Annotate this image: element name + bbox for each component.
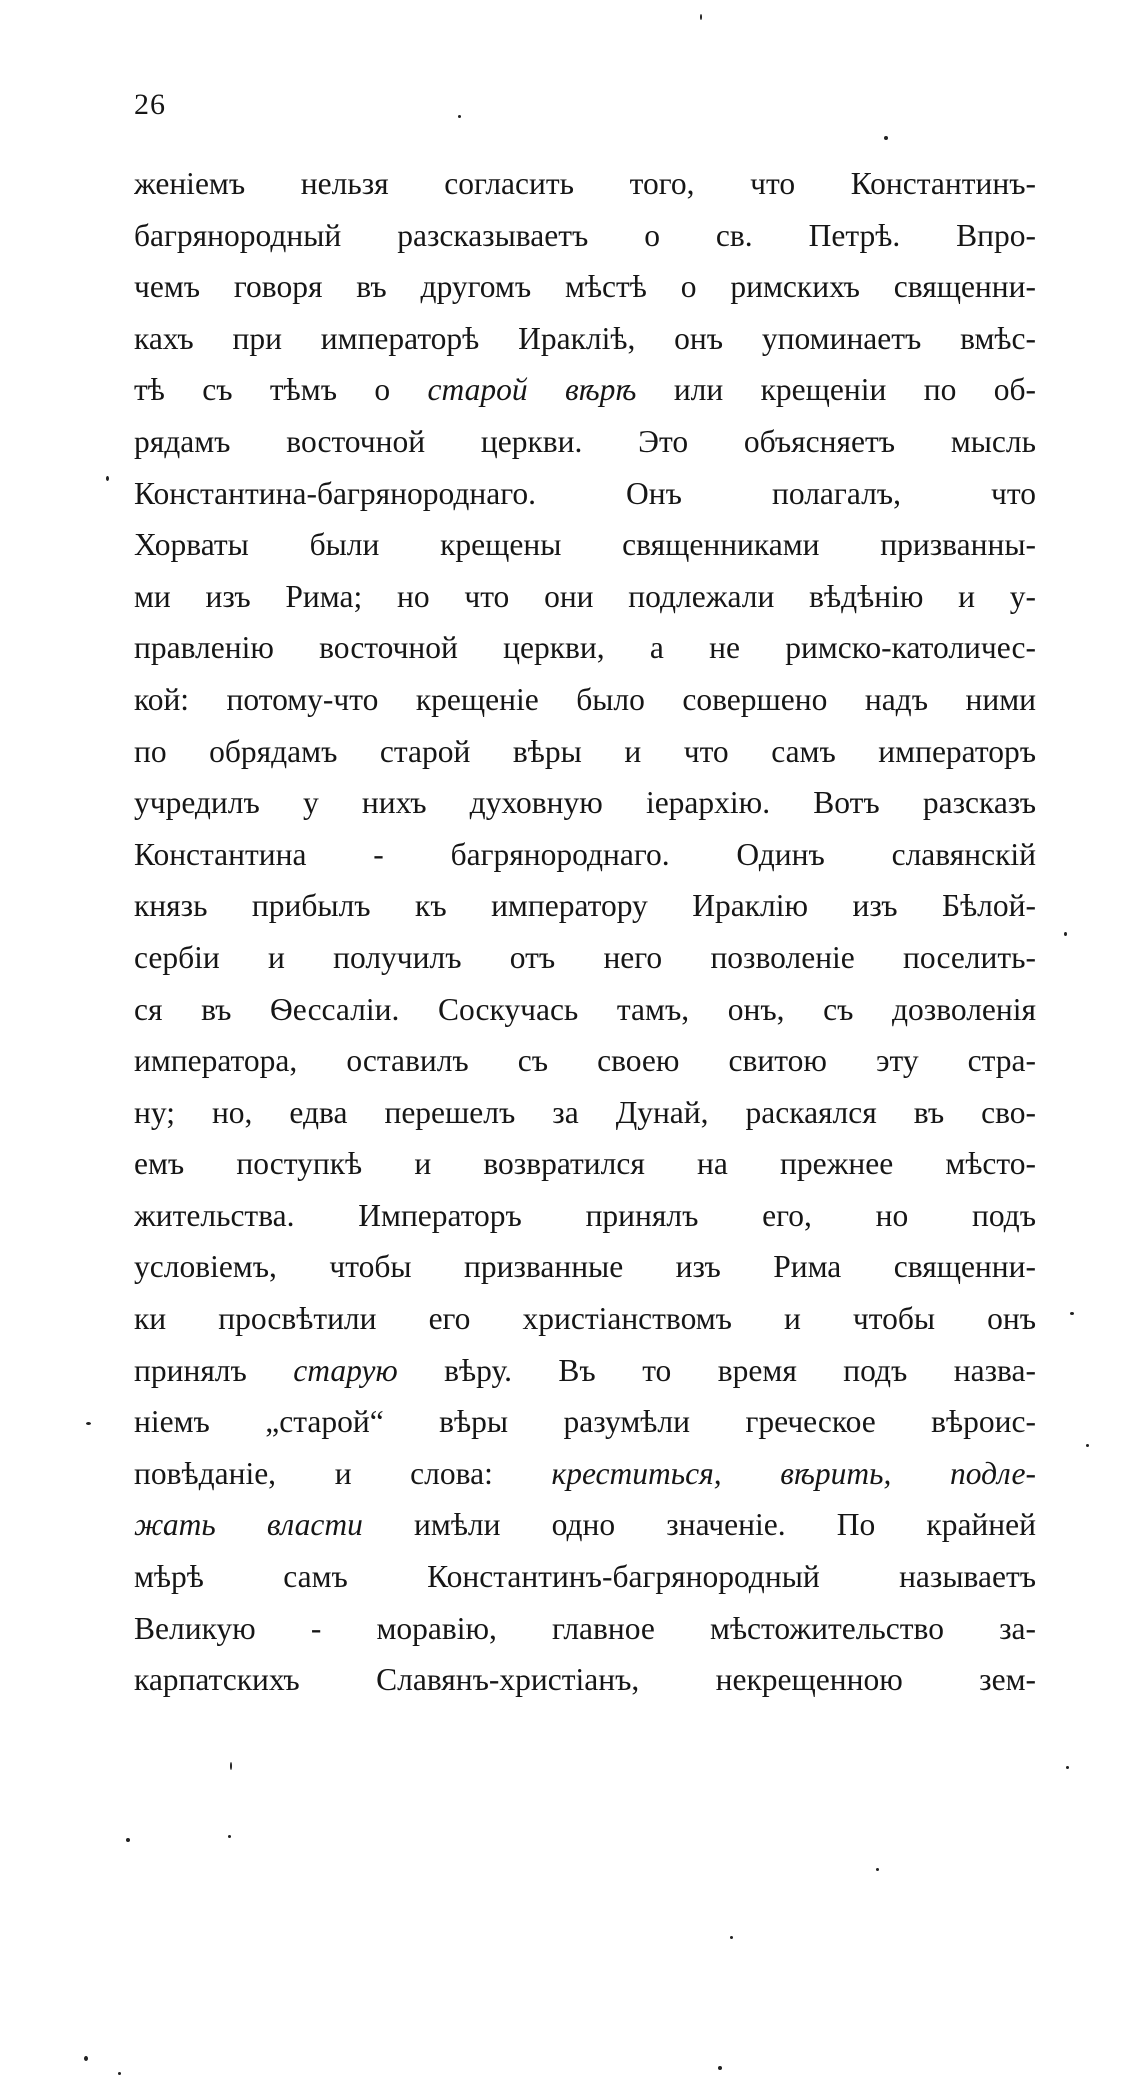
text-line bbox=[134, 1448, 1036, 1500]
text-segment: ну; но, едва перешелъ за Дунай, раскаялся въ сво- bbox=[134, 1094, 1036, 1130]
text-line bbox=[134, 1035, 1036, 1087]
body-text bbox=[134, 158, 1036, 1706]
text-line bbox=[134, 1551, 1036, 1603]
text-segment: учредилъ у нихъ духовную іерархію. Вотъ разсказъ bbox=[134, 785, 1036, 821]
text-line bbox=[134, 726, 1036, 778]
text-line bbox=[134, 674, 1036, 726]
text-segment: принялъ bbox=[134, 1352, 294, 1388]
text-segment: ки просвѣтили его христіанствомъ и чтобы онъ bbox=[134, 1301, 1036, 1337]
scan-speck bbox=[876, 1868, 879, 1871]
text-line bbox=[134, 416, 1036, 468]
text-segment: или крещеніи по об- bbox=[636, 372, 1036, 408]
text-segment: кахъ при императорѣ Ираклiѣ, онъ упоминаетъ вмѣс- bbox=[134, 320, 1036, 356]
text-line bbox=[134, 829, 1036, 881]
text-segment: Константина - багрянороднаго. Одинъ славянскій bbox=[134, 836, 1036, 872]
text-line bbox=[134, 519, 1036, 571]
text-segment: ся въ Ѳессаліи. Соскучась тамъ, онъ, съ дозволенія bbox=[134, 991, 1036, 1027]
text-line bbox=[134, 1241, 1036, 1293]
text-segment: Великую - моравію, главное мѣстожительство за- bbox=[134, 1610, 1036, 1646]
italic-text: старую bbox=[293, 1352, 398, 1388]
page-number: 26 bbox=[134, 88, 166, 121]
text-line bbox=[134, 1293, 1036, 1345]
scan-speck bbox=[1064, 932, 1067, 936]
text-segment: мѣрѣ самъ Константинъ-багрянородный называетъ bbox=[134, 1559, 1036, 1595]
text-line bbox=[134, 364, 1036, 416]
text-line bbox=[134, 571, 1036, 623]
text-segment: императора, оставилъ съ своею свитою эту стра- bbox=[134, 1043, 1036, 1079]
text-line bbox=[134, 1603, 1036, 1655]
text-segment: ми изъ Рима; но что они подлежали вѣдѣнію и у- bbox=[134, 578, 1036, 614]
text-line bbox=[134, 1087, 1036, 1139]
text-line bbox=[134, 158, 1036, 210]
scan-speck bbox=[700, 14, 702, 20]
scan-speck bbox=[86, 1422, 91, 1425]
italic-text: жать власти bbox=[134, 1507, 363, 1543]
text-line bbox=[134, 1654, 1036, 1706]
text-line bbox=[134, 1499, 1036, 1551]
text-line bbox=[134, 880, 1036, 932]
text-segment: жительства. Императоръ принялъ его, но подъ bbox=[134, 1197, 1036, 1233]
text-segment: емъ поступкѣ и возвратился на прежнее мѣсто- bbox=[134, 1146, 1036, 1182]
text-segment: Хорваты были крещены священниками призванны- bbox=[134, 527, 1036, 563]
text-line bbox=[134, 984, 1036, 1036]
text-line bbox=[134, 210, 1036, 262]
text-segment: сербіи и получилъ отъ него позволеніе поселить- bbox=[134, 939, 1036, 975]
text-segment: карпатскихъ Славянъ-христіанъ, некрещенною зем- bbox=[134, 1662, 1036, 1698]
text-segment: повѣданіе, и слова: bbox=[134, 1455, 552, 1491]
scan-speck bbox=[84, 2056, 88, 2061]
text-segment: чемъ говоря въ другомъ мѣстѣ о римскихъ священни- bbox=[134, 269, 1036, 305]
scan-speck bbox=[458, 115, 461, 118]
scan-speck bbox=[230, 1762, 232, 1770]
text-segment: условіемъ, чтобы призванные изъ Рима священни- bbox=[134, 1249, 1036, 1285]
text-segment: Константина-багрянороднаго. Онъ полагалъ, что bbox=[134, 475, 1036, 511]
text-line bbox=[134, 468, 1036, 520]
text-line bbox=[134, 777, 1036, 829]
scan-speck bbox=[1086, 1444, 1089, 1447]
text-segment: тѣ съ тѣмъ о bbox=[134, 372, 428, 408]
text-segment: вѣру. Въ то время подъ назва- bbox=[397, 1352, 1036, 1388]
scan-speck bbox=[884, 136, 888, 140]
text-segment: правленію восточной церкви, а не римско-католичес- bbox=[134, 630, 1036, 666]
text-line bbox=[134, 313, 1036, 365]
text-line bbox=[134, 1190, 1036, 1242]
scan-speck bbox=[730, 1936, 733, 1939]
scan-speck bbox=[106, 476, 109, 481]
text-segment: ніемъ „старой“ вѣры разумѣли греческое вѣроис- bbox=[134, 1404, 1036, 1440]
text-line bbox=[134, 1396, 1036, 1448]
text-line bbox=[134, 622, 1036, 674]
text-segment: имѣли одно значеніе. По крайней bbox=[362, 1507, 1036, 1543]
scan-speck bbox=[126, 1838, 130, 1842]
scan-speck bbox=[118, 2072, 121, 2075]
italic-text: старой вѣрѣ bbox=[427, 372, 637, 408]
text-line bbox=[134, 932, 1036, 984]
text-segment: багрянородный разсказываетъ о св. Петрѣ. Впро- bbox=[134, 217, 1036, 253]
italic-text: креститься, вѣрить, подле- bbox=[551, 1455, 1036, 1491]
text-segment: рядамъ восточной церкви. Это объясняетъ мысль bbox=[134, 423, 1036, 459]
text-line bbox=[134, 261, 1036, 313]
text-segment: женіемъ нельзя согласить того, что Константинъ- bbox=[134, 166, 1036, 201]
scan-speck bbox=[1066, 1766, 1069, 1769]
text-segment: кой: потому-что крещеніе было совершено надъ ними bbox=[134, 681, 1036, 717]
text-line bbox=[134, 1138, 1036, 1190]
text-segment: по обрядамъ старой вѣры и что самъ императоръ bbox=[134, 733, 1036, 769]
scan-speck bbox=[228, 1835, 231, 1838]
scan-speck bbox=[718, 2066, 722, 2070]
scan-speck bbox=[1070, 1312, 1074, 1315]
text-line bbox=[134, 1345, 1036, 1397]
text-segment: князь прибылъ къ императору Ираклію изъ Бѣлой- bbox=[134, 888, 1036, 924]
